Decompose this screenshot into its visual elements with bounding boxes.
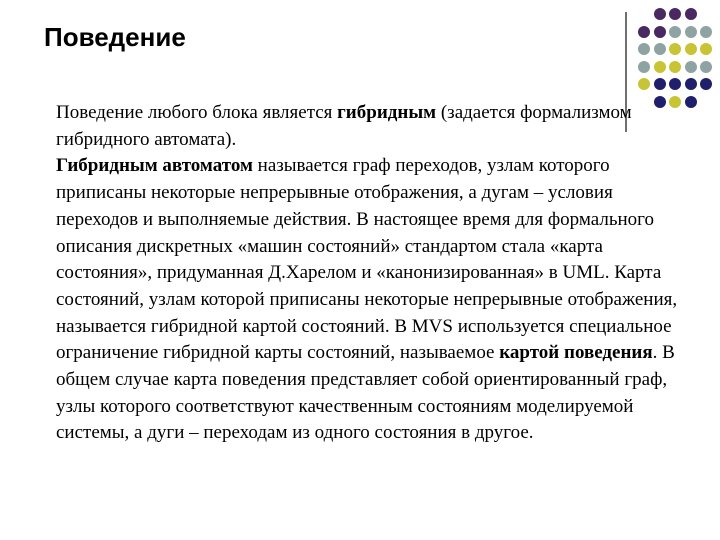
decorative-dot <box>669 43 681 55</box>
decorative-dot <box>654 78 666 90</box>
paragraph-2-text-1: называется граф переходов, узлам которого приписаны некоторые непрерывные отображения, а дугам – условия переходов и выполняемые действия. В настоящее время для формального описания дискретных «машин состояний» стандартом стала «карта состояния», придуманная Д.Харелом и «канонизированная» в UML. Карта состояний, узлам которой приписаны некоторые непрерывные отображения, называется гибридной картой состояний. В MVS используется специальное ограничение гибридной карты состояний, называемое <box>56 155 678 364</box>
body-text <box>44 100 680 447</box>
decorative-dot <box>669 26 681 38</box>
decorative-dot <box>654 43 666 55</box>
decorative-dot <box>700 43 712 55</box>
paragraph-2-text-2: . В общем случае карта поведения представляет собой ориентированный граф, узлы которого соответствуют качественным состояниям моделируемой системы, а дуги – переходам из одного состояния в другое. <box>56 342 675 444</box>
decorative-dot <box>669 78 681 90</box>
paragraph-1-text-1: Поведение любого блока является <box>56 102 338 123</box>
decorative-dot <box>685 61 697 73</box>
decorative-dot <box>638 43 650 55</box>
paragraph-2-bold-behavior-map: картой поведения <box>499 342 653 364</box>
decorative-dot <box>654 8 666 20</box>
decorative-dot <box>638 61 650 73</box>
decorative-dot <box>685 96 697 108</box>
paragraph-1-text-2: (задается формализмом гибридного автомата). <box>56 102 632 150</box>
decorative-dot <box>685 78 697 90</box>
decorative-dot <box>654 26 666 38</box>
slide-title: Поведение <box>44 22 186 52</box>
decorative-dot <box>638 26 650 38</box>
decorative-dot <box>700 78 712 90</box>
decorative-dot <box>685 8 697 20</box>
decorative-dot <box>700 26 712 38</box>
decorative-dot <box>638 78 650 90</box>
paragraph-1 <box>44 100 680 153</box>
decorative-dot <box>669 61 681 73</box>
paragraph-2-bold-hybrid-automaton: Гибридным автоматом <box>56 155 253 177</box>
decorative-dot <box>669 8 681 20</box>
decorative-dot <box>685 43 697 55</box>
decorative-dot <box>685 26 697 38</box>
decorative-dot <box>700 61 712 73</box>
paragraph-1-bold-hybrid: гибридным <box>337 102 437 123</box>
decorative-dot <box>654 61 666 73</box>
paragraph-2 <box>44 153 680 447</box>
